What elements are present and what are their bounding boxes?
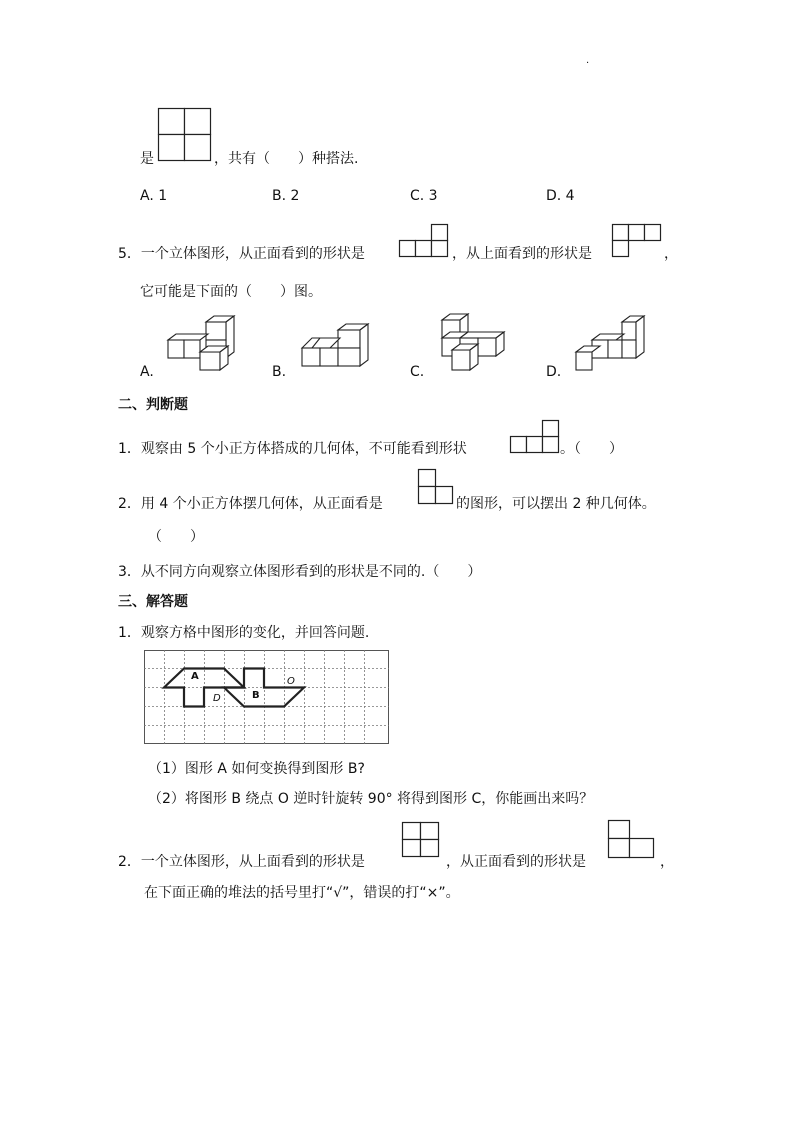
q4-option-c: C. 3	[410, 188, 438, 204]
judge1-text: 1．观察由 5 个小正方体搭成的几何体，不可能看到形状	[118, 441, 467, 457]
judge2-text: 2．用 4 个小正方体摆几何体，从正面看是	[118, 496, 383, 512]
grid-label-o: O	[287, 676, 295, 687]
solve1-sub2: （2）将图形 B 绕点 O 逆时针旋转 90° 将得到图形 C，你能画出来吗？	[148, 791, 594, 807]
q5-option-c: C.	[410, 364, 425, 380]
judge3-text: 3．从不同方向观察立体图形看到的形状是不同的.（ ）	[118, 564, 482, 580]
q5-option-d-cubes	[574, 314, 646, 372]
q5-option-d: D.	[546, 364, 562, 380]
q5-option-a: A.	[140, 364, 154, 380]
solve2-front-view-figure	[608, 820, 658, 862]
q5-option-b-cubes	[300, 322, 372, 372]
q4-prefix: 是	[140, 151, 154, 167]
q5-part3: ，	[664, 246, 678, 262]
judge2-text-b: 的图形，可以摆出 2 种几何体。	[456, 496, 656, 512]
grid-label-b: B	[252, 690, 260, 701]
solve1-text: 1．观察方格中图形的变化，并回答问题.	[118, 625, 370, 641]
q5-front-view-figure	[399, 223, 449, 259]
transformation-grid-figure	[144, 650, 390, 745]
section3-heading: 三、解答题	[118, 594, 188, 610]
judge2-bracket: （ ）	[148, 529, 204, 545]
judge1-shape-figure	[510, 419, 560, 455]
solve2-top-view-figure	[402, 822, 444, 860]
q4-option-a: A. 1	[140, 188, 168, 204]
two-by-two-square-figure	[158, 108, 212, 162]
solve2-part-b: ，从正面看到的形状是	[446, 854, 586, 870]
q4-option-d: D. 4	[546, 188, 575, 204]
q5-part1: 5．一个立体图形，从正面看到的形状是	[118, 246, 365, 262]
judge1-bracket: 。（ ）	[560, 441, 623, 457]
q5-option-c-cubes	[438, 312, 510, 374]
q4-option-b: B. 2	[272, 188, 300, 204]
solve2-part-c: ，	[660, 854, 674, 870]
judge2-shape-figure	[418, 468, 454, 514]
solve1-sub1: （1）图形 A 如何变换得到图形 B?	[148, 761, 365, 777]
grid-label-a: A	[191, 671, 199, 682]
solve2-line2: 在下面正确的堆法的括号里打“√”，错误的打“×”。	[144, 885, 460, 901]
section2-heading: 二、判断题	[118, 397, 188, 413]
q5-top-view-figure	[612, 223, 662, 259]
page-mark: ·	[586, 58, 590, 69]
q5-option-a-cubes	[166, 314, 238, 372]
q4-suffix: ，共有（ ）种搭法.	[214, 151, 359, 167]
q5-part2: ，从上面看到的形状是	[452, 246, 592, 262]
q5-line2: 它可能是下面的（ ）图。	[140, 284, 322, 300]
grid-label-d: D	[213, 693, 221, 704]
solve2-part-a: 2．一个立体图形，从上面看到的形状是	[118, 854, 365, 870]
q5-option-b: B.	[272, 364, 287, 380]
